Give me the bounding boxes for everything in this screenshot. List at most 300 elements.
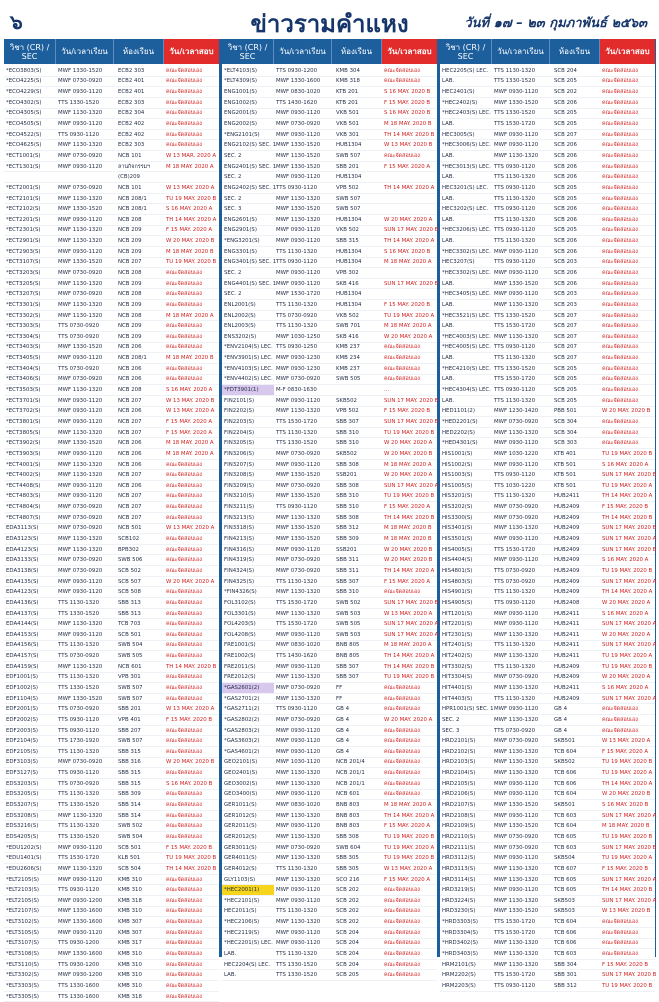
- room: HUB2409: [554, 695, 580, 702]
- room: VPB 301: [118, 674, 141, 681]
- exam-date: คณะจัดสอบเอง: [166, 536, 202, 543]
- table-row: [440, 534, 655, 545]
- course-code: HEC3207(S): [442, 259, 475, 266]
- class-time: TTS 0730-0920: [58, 780, 100, 787]
- exam-date: W 20 MAY. 2020 A: [602, 599, 651, 606]
- course-code: *HRD3403(S): [442, 951, 478, 957]
- table-row: [222, 960, 437, 971]
- class-time: MWF 0930-1120: [276, 461, 321, 468]
- table-row: [222, 662, 437, 673]
- course-code: GEO2401(S): [224, 770, 258, 777]
- exam-date: คณะจัดสอบเอง: [166, 653, 202, 660]
- exam-date: คณะจัดสอบเอง: [166, 280, 202, 287]
- table-row: [4, 279, 219, 290]
- room: NCB 206: [118, 450, 142, 457]
- room: SKB503: [554, 897, 575, 904]
- course-code: *GAS2802(2): [224, 716, 260, 723]
- table-row: [4, 864, 219, 875]
- exam-date: คณะจัดสอบเอง: [384, 78, 420, 85]
- room: SCB 205: [554, 397, 577, 404]
- class-time: MWF 1330-1520: [494, 99, 539, 106]
- table-row: [440, 428, 655, 439]
- room: KMB 310: [118, 876, 142, 883]
- table-row: [4, 577, 219, 588]
- course-code: GER2011(S): [224, 823, 257, 830]
- exam-date: TU 19 MAY. 2020 B: [384, 429, 435, 436]
- class-time: MWF 1130-1320: [494, 951, 539, 957]
- table-row: [440, 236, 655, 247]
- table-row: [440, 566, 655, 577]
- room: SWB 701: [336, 323, 361, 330]
- exam-date: คณะจัดสอบเอง: [166, 929, 202, 936]
- class-time: MWF 0730-0920: [276, 121, 321, 128]
- class-time: MWF 0930-1120: [276, 110, 321, 117]
- exam-date: คณะจัดสอบเอง: [166, 972, 202, 979]
- course-code: *HED2201(S): [442, 418, 478, 425]
- course-code: *HEC3013(S) LEC.: [442, 163, 491, 170]
- table-row: [440, 800, 655, 811]
- table-row: [4, 183, 219, 194]
- table-row: [4, 98, 219, 109]
- course-code: *HEC2403(S) LEC.: [442, 110, 491, 117]
- course-code: FOL4203(S): [224, 621, 256, 628]
- table-row: [4, 843, 219, 854]
- class-time: MWF 1130-1320: [494, 748, 539, 755]
- course-code: ENL2002(S): [224, 312, 256, 319]
- exam-date: คณะจัดสอบเอง: [384, 748, 420, 755]
- course-code: *ECT3207(S): [6, 291, 41, 298]
- table-row: [440, 513, 655, 524]
- room: SBB 307: [336, 578, 359, 585]
- room: NCB 206: [118, 344, 142, 351]
- exam-date: คณะจัดสอบเอง: [602, 301, 638, 308]
- class-time: MWF 1130-1320: [276, 919, 321, 926]
- course-code: *ELT3303(S): [6, 982, 40, 989]
- course-code: ENG2001(S): [224, 110, 257, 117]
- class-time: MWF 1130-1320: [58, 110, 103, 117]
- class-time: MWF 0930-1120: [58, 450, 103, 457]
- class-time: MWF 1330-1520: [494, 280, 539, 287]
- class-time: MWF 0730-0920: [58, 270, 103, 276]
- course-code: *ECT2101(S): [6, 195, 41, 202]
- course-code: *ECT3903(S): [6, 450, 41, 457]
- class-time: MWF 1130-1320: [276, 195, 321, 202]
- exam-date: คณะจัดสอบเอง: [384, 908, 420, 915]
- table-row: [222, 470, 437, 481]
- table-row: [4, 407, 219, 418]
- course-code: *EDU1401(S): [6, 855, 42, 862]
- course-code: HIS4905(S): [442, 599, 473, 606]
- class-time: TTS 1330-1600: [58, 982, 100, 989]
- table-row: [440, 119, 655, 130]
- class-time: MWF 1130-1320: [58, 142, 103, 149]
- table-row: [222, 779, 437, 790]
- room: SCB 207: [554, 355, 577, 362]
- exam-date: คณะจัดสอบเอง: [384, 355, 420, 362]
- exam-date: TH 14 MAY. 2020 B: [384, 131, 435, 138]
- exam-date: SUN 17 MAY. 2020 B: [602, 546, 657, 553]
- exam-date: M 18 MAY. 2020 A: [166, 440, 214, 447]
- class-time: MWF 0730-0920: [494, 674, 539, 681]
- course-code: HEC2011(S): [224, 908, 257, 915]
- table-row: [222, 513, 437, 524]
- room: NCB 207: [118, 472, 142, 479]
- exam-date: F 15 MAY. 2020 B: [602, 961, 649, 968]
- table-row: [4, 534, 219, 545]
- schedule-column-1: [4, 39, 219, 1000]
- room: NCB 209: [118, 248, 142, 255]
- room: TCB 603: [554, 812, 577, 819]
- course-code: HIT2401(S): [442, 642, 473, 649]
- course-code: HEC2205(S) LEC.: [442, 67, 489, 74]
- table-row: [222, 853, 437, 864]
- exam-date: คณะจัดสอบเอง: [602, 387, 638, 394]
- class-time: MWF 1130-1320: [276, 876, 321, 883]
- class-time: MWF 1330-1600: [58, 908, 103, 915]
- table-row: [222, 917, 437, 928]
- exam-date: W 13 MAY. 2020 B: [384, 142, 433, 149]
- table-row: [440, 279, 655, 290]
- course-code: *HRD3402(S): [442, 940, 478, 947]
- exam-date: F 15 MAY. 2020 A: [384, 876, 431, 883]
- exam-date: คณะจัดสอบเอง: [166, 674, 202, 681]
- room: ECB2 401: [118, 89, 145, 96]
- course-code: *ELT2107(S): [6, 908, 40, 915]
- class-time: MWF 1130-1320: [58, 663, 103, 670]
- class-time: TTS 1530-1720: [276, 621, 318, 628]
- table-row: [4, 226, 219, 237]
- exam-date: TU 19 MAY. 2020 A: [602, 482, 653, 489]
- room: ECB2 303: [118, 99, 145, 106]
- table-row: [4, 598, 219, 609]
- course-code: SEC. 2: [224, 152, 242, 159]
- exam-date: TH 14 MAY. 2020 B: [602, 514, 653, 521]
- room: SKB502: [336, 450, 357, 457]
- room: KMB 310: [118, 887, 142, 894]
- table-row: [222, 375, 437, 386]
- room: SKB502: [336, 397, 357, 404]
- class-time: TTS 0730-0920: [58, 333, 100, 340]
- table-row: [440, 364, 655, 375]
- table-row: [440, 736, 655, 747]
- room: SCB 206: [554, 174, 577, 181]
- exam-date: M 18 MAY. 2020 B: [384, 536, 432, 543]
- course-code: ENG1001(S): [224, 89, 257, 96]
- table-row: [4, 109, 219, 120]
- table-row: [4, 364, 219, 375]
- class-time: MWF 1230-1420: [494, 408, 539, 415]
- course-code: *ELT3105(S): [6, 929, 40, 936]
- table-row: [440, 821, 655, 832]
- class-time: TTS 1330-1520: [58, 610, 100, 617]
- course-code: EDA4156(S): [6, 642, 39, 649]
- table-row: [4, 396, 219, 407]
- room: HUB2409: [554, 663, 580, 670]
- table-row: [4, 704, 219, 715]
- table-row: [222, 790, 437, 801]
- room: VPB 302: [336, 270, 359, 276]
- table-row: [440, 885, 655, 896]
- class-time: TTS 1330-1520: [494, 365, 536, 372]
- room: SBB 313: [118, 599, 141, 606]
- class-time: MWF 1130-1320: [276, 833, 321, 840]
- room: SBB 315: [336, 238, 359, 245]
- course-code: FIN2203(S): [224, 418, 255, 425]
- course-code: HIS3300(S): [442, 514, 473, 521]
- room: NCB 209: [118, 333, 142, 340]
- table-row: [222, 183, 437, 194]
- room: SBB 313: [118, 610, 141, 617]
- exam-date: TU 19 MAY. 2020 B: [166, 855, 217, 862]
- room: SKB503: [554, 908, 575, 915]
- exam-date: คณะจัดสอบเอง: [602, 440, 638, 447]
- exam-date: คณะจัดสอบเอง: [166, 642, 202, 649]
- class-time: MWF 1330-1520: [494, 823, 539, 830]
- course-code: SEC. 2: [224, 270, 242, 276]
- table-row: [222, 566, 437, 577]
- exam-date: คณะจัดสอบเอง: [166, 567, 202, 574]
- table-row: [222, 417, 437, 428]
- class-time: MWF 0730-0920: [276, 716, 321, 723]
- course-code: *ENV4402(S) LEC.: [224, 376, 273, 383]
- course-code: *EDU2606(S): [6, 865, 42, 872]
- class-time: TTS 1330-1520: [58, 833, 100, 840]
- room: SBB 301: [554, 972, 577, 979]
- course-code: *HEC3206(S) LEC.: [442, 227, 491, 234]
- class-time: TTS 1130-1320: [276, 865, 318, 872]
- room: SBB 315: [118, 770, 141, 777]
- table-row: [4, 428, 219, 439]
- course-code: HIT2402(S): [442, 653, 473, 660]
- header-room: ห้องเรียน: [550, 39, 600, 64]
- course-code: LAB.: [442, 376, 455, 383]
- course-code: EDF1001(S): [6, 674, 39, 681]
- room: SCB 202: [336, 887, 359, 894]
- exam-date: คณะจัดสอบเอง: [384, 780, 420, 787]
- class-time: TTS 0930-1120: [276, 504, 318, 511]
- course-code: SEC. 2: [442, 716, 460, 723]
- course-code: HIS4801(S): [442, 567, 473, 574]
- exam-date: TU 19 MAY. 2020 B: [602, 567, 653, 574]
- table-row: [222, 864, 437, 875]
- table-row: [4, 715, 219, 726]
- class-time: TTS 1530-1720: [58, 855, 100, 862]
- class-time: TTS 1530-1720: [494, 919, 536, 926]
- exam-date: S 16 MAY. 2020 A: [602, 461, 649, 468]
- room: SCB 206: [554, 280, 577, 287]
- course-code: SEC. 2: [224, 174, 242, 181]
- class-time: TTS 1430-1620: [276, 653, 318, 660]
- class-time: TTS 0930-1120: [276, 259, 318, 266]
- course-code: HIS3501(S): [442, 536, 473, 543]
- course-code: *ELT3108(S): [6, 951, 40, 957]
- course-code: *ECO4522(S): [6, 131, 42, 138]
- course-code: ENG2402(S) SEC. 1: [224, 184, 277, 191]
- room: SCB 204: [336, 951, 359, 957]
- room: NCB 208: [118, 312, 142, 319]
- course-code: *FDT3901(1): [222, 385, 274, 395]
- table-row: [4, 949, 219, 960]
- table-row: [222, 332, 437, 343]
- exam-date: F 15 MAY. 2020 B: [602, 865, 649, 872]
- exam-date: คณะจัดสอบเอง: [166, 951, 202, 957]
- room: SKB501: [554, 738, 575, 745]
- class-time: TTS 1130-1320: [58, 599, 100, 606]
- class-time: TTS 1130-1320: [494, 355, 536, 362]
- exam-date: คณะจัดสอบเอง: [602, 248, 638, 255]
- course-code: GER1011(S): [224, 802, 257, 809]
- class-time: TTS 0930-1120: [58, 716, 100, 723]
- class-time: MWF 1330-1600: [276, 78, 321, 85]
- room: TCB 606: [554, 929, 577, 936]
- exam-date: W 13 MAY. 2020 A: [166, 706, 215, 713]
- class-time: MWF 0930-1120: [276, 270, 321, 276]
- exam-date: TH 14 MAY. 2020 B: [384, 514, 435, 521]
- exam-date: SUN 17 MAY. 2020 A: [602, 578, 657, 585]
- class-time: MWF 1130-1320: [276, 695, 321, 702]
- table-row: [440, 343, 655, 354]
- class-time: MWF 0930-1120: [58, 482, 103, 489]
- class-time: MWF 0930-1120: [276, 227, 321, 234]
- table-row: [222, 843, 437, 854]
- class-time: MWF 0930-1120: [276, 631, 321, 638]
- table-row: [440, 162, 655, 173]
- table-row: [222, 438, 437, 449]
- table-row: [440, 407, 655, 418]
- course-code: *GAS3603(2): [224, 738, 260, 745]
- class-time: MWF 1330-1520: [58, 206, 103, 213]
- table-row: [222, 268, 437, 279]
- room: SBB 315: [118, 780, 141, 787]
- class-time: MWF 0930-1120: [494, 291, 539, 298]
- room: HUB2411: [554, 621, 580, 628]
- course-code: FOL4208(S): [224, 631, 256, 638]
- class-time: TTS 1530-1720: [494, 376, 536, 383]
- room: SBB 314: [118, 812, 141, 819]
- room: TCB 605: [554, 833, 577, 840]
- table-row: [4, 939, 219, 950]
- course-code: *GAS2701(2): [224, 695, 260, 702]
- exam-date: คณะจัดสอบเอง: [384, 706, 420, 713]
- class-time: MWF 0930-1230: [276, 365, 321, 372]
- table-row: [4, 673, 219, 684]
- class-time: TTS 0730-0920: [58, 323, 100, 330]
- exam-date: SUN 17 MAY. 2020 A: [602, 876, 657, 883]
- exam-date: SUN 17 MAY. 2020 A: [602, 897, 657, 904]
- exam-date: คณะจัดสอบเอง: [602, 376, 638, 383]
- exam-date: คณะจัดสอบเอง: [166, 67, 202, 74]
- room: NCB 207: [118, 504, 142, 511]
- exam-date: คณะจัดสอบเอง: [602, 184, 638, 191]
- table-row: [4, 545, 219, 556]
- room: SWB 504: [118, 642, 143, 649]
- room: GB 4: [336, 738, 350, 745]
- table-row: [222, 77, 437, 88]
- course-code: ENG2401(S) SEC. 1: [224, 163, 277, 170]
- room: NCB 207: [118, 429, 142, 436]
- room: SBB 309: [336, 536, 359, 543]
- course-code: *ECT3902(S): [6, 440, 41, 447]
- exam-date: M 18 MAY. 2020 A: [166, 312, 214, 319]
- course-code: *ELT3305(S): [6, 993, 40, 1000]
- room: SCB 206: [554, 270, 577, 276]
- room: BNB 805: [336, 653, 360, 660]
- exam-date: คณะจัดสอบเอง: [166, 461, 202, 468]
- room: HUB2411: [554, 642, 580, 649]
- course-code: HRD2101(S): [442, 738, 476, 745]
- table-row: [440, 726, 655, 737]
- room: SCB 207: [554, 344, 577, 351]
- room: SBB 308: [336, 461, 359, 468]
- table-row: [4, 619, 219, 630]
- table-row: [222, 492, 437, 503]
- exam-date: คณะจัดสอบเอง: [384, 684, 420, 691]
- table-row: [222, 885, 437, 896]
- class-time: TTS 1530-1720: [494, 929, 536, 936]
- table-row: [4, 194, 219, 205]
- room: SCB 204: [336, 929, 359, 936]
- room: SBB 312: [336, 525, 359, 532]
- class-time: MWF 0730-0920: [58, 504, 103, 511]
- exam-date: คณะจัดสอบเอง: [602, 195, 638, 202]
- table-row: [4, 896, 219, 907]
- exam-date: คณะจัดสอบเอง: [166, 684, 202, 691]
- table-row: [4, 66, 219, 77]
- class-time: TTS 0930-1120: [494, 206, 536, 213]
- exam-date: คณะจัดสอบเอง: [384, 727, 420, 734]
- class-time: TTS 0730-0920: [494, 578, 536, 585]
- class-time: MWF 0930-1120: [276, 727, 321, 734]
- course-code: *HEC2106(S): [224, 919, 260, 926]
- exam-date: คณะจัดสอบเอง: [602, 929, 638, 936]
- exam-date: W 13 MAY. 2020 A: [166, 525, 215, 532]
- course-code: HIS3202(S): [442, 504, 473, 511]
- exam-date: คณะจัดสอบเอง: [166, 493, 202, 500]
- room: SWB 503: [336, 610, 361, 617]
- exam-date: F 15 MAY. 2020 B: [166, 716, 213, 723]
- course-code: *ECT1301(S): [6, 163, 41, 170]
- class-time: MWF 0930-1120: [494, 536, 539, 543]
- table-row: [4, 460, 219, 471]
- room: NCB 209: [118, 227, 142, 234]
- table-row: [440, 609, 655, 620]
- exam-date: SUN 17 MAY. 2020 A: [384, 631, 439, 638]
- room: GB 4: [554, 706, 568, 713]
- room: NCB 208: [118, 291, 142, 298]
- room: SWB 604: [336, 844, 361, 851]
- class-time: MWF 0730-0920: [276, 567, 321, 574]
- course-code: *ELT4103(S): [224, 67, 258, 74]
- exam-date: คณะจัดสอบเอง: [384, 152, 420, 159]
- course-code: *HEC3302(S) LEC.: [442, 248, 491, 255]
- course-code: *ECO4305(S): [6, 110, 42, 117]
- course-code: *HEC2201(S) LEC.: [224, 940, 273, 947]
- class-time: MWF 1130-1320: [58, 429, 103, 436]
- room: SCB 203: [554, 301, 577, 308]
- table-row: [222, 289, 437, 300]
- class-time: MWF 0930-1120: [58, 876, 103, 883]
- exam-date: คณะจัดสอบเอง: [602, 716, 638, 723]
- course-code: *HED4301(S): [442, 440, 478, 447]
- class-time: MWF 0930-1120: [58, 929, 103, 936]
- schedule-column-3: [440, 39, 657, 989]
- room: TCB 604: [554, 748, 577, 755]
- table-row: [4, 811, 219, 822]
- room: SCB 304: [554, 418, 577, 425]
- table-row: [4, 641, 219, 652]
- table-row: [440, 524, 655, 535]
- table-row: [222, 343, 437, 354]
